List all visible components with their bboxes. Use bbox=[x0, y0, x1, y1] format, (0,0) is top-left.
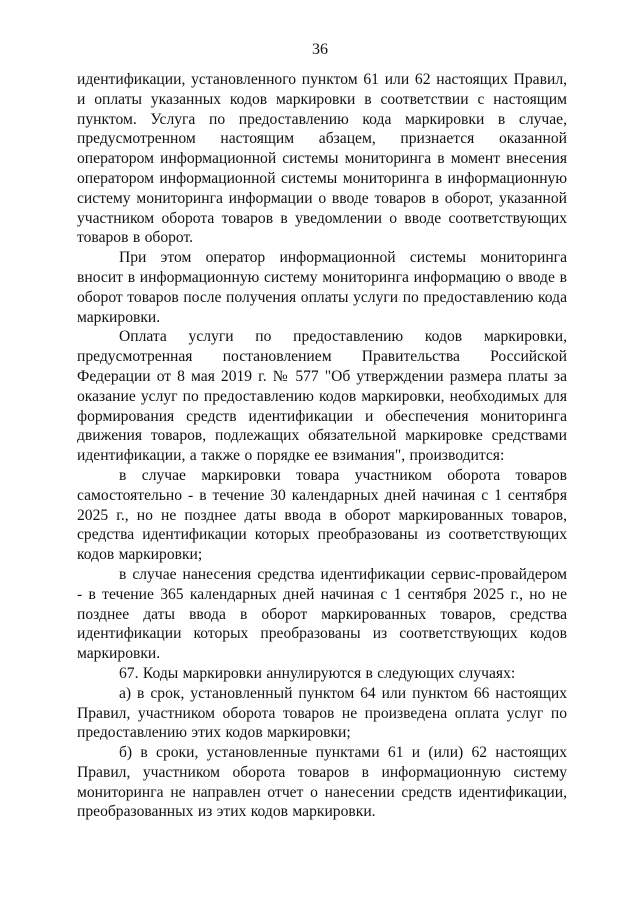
paragraph-8: б) в сроки, установленные пунктами 61 и (или) 62 настоящих Правил, участником оборота товаров в информационную систему мониторинга не направлен отчет о нанесении средств идентификации, преобразованных из этих кодов маркировки. bbox=[77, 744, 567, 821]
paragraph-7: а) в срок, установленный пунктом 64 или пунктом 66 настоящих Правил, участником оборота товаров не произведена оплата услуг по предоставлению этих кодов маркировки; bbox=[77, 684, 567, 742]
paragraph-4: в случае маркировки товара участником оборота товаров самостоятельно - в течение 30 календарных дней начиная с 1 сентября 2025 г., но не позднее даты ввода в оборот маркированных товаров, средства идентификации которых преобразованы из соответствующих кодов маркировки; bbox=[77, 466, 567, 564]
paragraph-1: идентификации, установленного пунктом 61 или 62 настоящих Правил, и оплаты указанных кодов маркировки в соответствии с настоящим пунктом. Услуга по предоставлению кода маркировки в случае, предусмотренном настоящим абзацем, признается оказанной оператором информационной системы мониторинга в момент внесения оператором информационной системы мониторинга в информационную систему мониторинга информации о вводе товаров в оборот, указанной участником оборота товаров в уведомлении о вводе соответствующих товаров в оборот. bbox=[77, 71, 567, 247]
paragraph-6: 67. Коды маркировки аннулируются в следующих случаях: bbox=[119, 664, 516, 682]
page-number: 36 bbox=[312, 41, 328, 58]
paragraph-2: При этом оператор информационной системы мониторинга вносит в информационную систему мониторинга информацию о вводе в оборот товаров после получения оплаты услуги по предоставлению кода маркировки. bbox=[77, 249, 567, 326]
paragraph-3: Оплата услуги по предоставлению кодов маркировки, предусмотренная постановлением Правительства Российской Федерации от 8 мая 2019 г. № 577 "Об утверждении размера платы за оказание услуг по предоставлению кодов маркировки, необходимых для формирования средств идентификации и обеспечения мониторинга движения товаров, подлежащих обязательной маркировке средствами идентификации, а также о порядке ее взимания", производится: bbox=[77, 328, 567, 465]
paragraph-5: в случае нанесения средства идентификации сервис-провайдером - в течение 365 календарных дней начиная с 1 сентября 2025 г., но не позднее даты ввода в оборот маркированных товаров, средства идентификации которых преобразованы из соответствующих кодов маркировки. bbox=[77, 565, 567, 663]
document-body bbox=[77, 70, 567, 822]
